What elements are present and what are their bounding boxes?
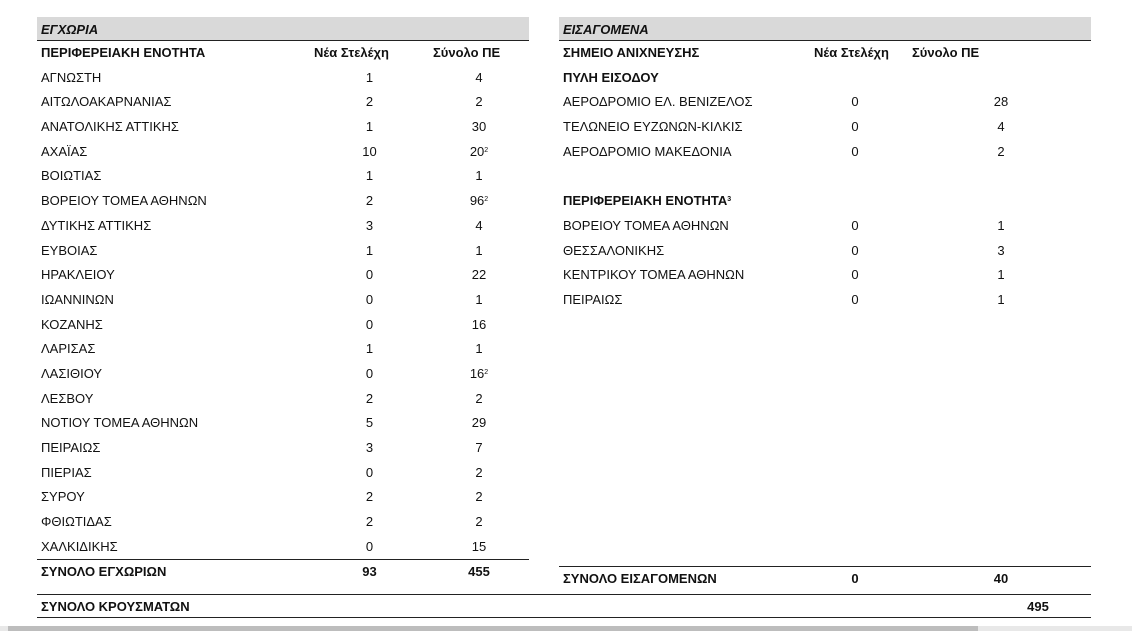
table-row xyxy=(37,263,529,288)
table-row xyxy=(37,387,529,412)
row-total xyxy=(455,115,503,140)
imported-header-total: Σύνολο ΠΕ xyxy=(912,45,980,60)
row-name: ΒΟΡΕΙΟΥ ΤΟΜΕΑ ΑΘΗΝΩΝ xyxy=(41,193,207,209)
row-total-note: 2 xyxy=(484,196,489,204)
row-total-value: 22 xyxy=(471,267,487,283)
row-new: 1 xyxy=(365,168,374,184)
row-total-value: 1 xyxy=(475,242,483,258)
table-row xyxy=(559,263,1091,288)
row-name: ΠΕΙΡΑΙΩΣ xyxy=(41,440,101,455)
imported-header-row xyxy=(559,41,1091,66)
row-total xyxy=(455,288,503,313)
table-row xyxy=(37,66,529,91)
row-new: 1 xyxy=(365,341,374,357)
imported-table xyxy=(559,17,1091,313)
row-new: 0 xyxy=(365,316,374,332)
table-row xyxy=(559,115,1091,140)
row-new: 0 xyxy=(365,291,374,307)
row-total-value: 16 xyxy=(469,365,485,381)
section-title xyxy=(559,66,1091,91)
row-total xyxy=(455,90,503,115)
row-total-value: 2 xyxy=(475,464,483,480)
row-new: 0 xyxy=(365,538,374,554)
row-new: 1 xyxy=(365,69,374,85)
scrollbar-thumb[interactable] xyxy=(8,626,978,631)
row-new: 0 xyxy=(851,119,859,135)
imported-summary-new: 0 xyxy=(851,571,859,587)
row-name: ΚΟΖΑΝΗΣ xyxy=(41,316,103,332)
row-total: 3 xyxy=(997,242,1005,258)
domestic-header-row xyxy=(37,41,529,66)
table-row xyxy=(37,239,529,264)
table-row xyxy=(37,313,529,338)
section-title-text xyxy=(563,66,659,91)
section-spacer xyxy=(559,164,1091,189)
section-title-label: ΠΥΛΗ ΕΙΣΟΔΟΥ xyxy=(563,69,659,85)
row-total xyxy=(455,239,503,264)
row-name: ΑΝΑΤΟΛΙΚΗΣ ΑΤΤΙΚΗΣ xyxy=(41,119,179,135)
domestic-summary-label: ΣΥΝΟΛΟ ΕΓΧΩΡΙΩΝ xyxy=(41,564,167,580)
table-row xyxy=(37,485,529,510)
row-new: 0 xyxy=(851,143,859,159)
imported-summary-row xyxy=(559,566,1091,592)
domestic-summary-new: 93 xyxy=(362,564,377,580)
row-name: ΠΕΙΡΑΙΩΣ xyxy=(563,291,623,307)
row-total xyxy=(455,164,503,189)
row-name: ΑΕΡΟΔΡΟΜΙΟ ΕΛ. ΒΕΝΙΖΕΛΟΣ xyxy=(563,94,753,110)
row-name: ΗΡΑΚΛΕΙΟΥ xyxy=(41,267,115,283)
row-new: 2 xyxy=(365,390,374,406)
table-row xyxy=(37,164,529,189)
row-new: 1 xyxy=(365,242,374,258)
row-total-value: 1 xyxy=(475,291,483,307)
row-total-value: 4 xyxy=(475,217,483,233)
table-row xyxy=(37,510,529,535)
table-row xyxy=(559,288,1091,313)
table-row xyxy=(37,214,529,239)
row-total-value: 2 xyxy=(475,489,483,505)
row-name: ΧΑΛΚΙΔΙΚΗΣ xyxy=(41,538,118,554)
row-name: ΑΧΑΪΑΣ xyxy=(41,143,88,159)
row-total xyxy=(455,362,503,387)
imported-summary-label: ΣΥΝΟΛΟ ΕΙΣΑΓΟΜΕΝΩΝ xyxy=(563,571,717,587)
domestic-table xyxy=(37,17,529,585)
row-name: ΙΩΑΝΝΙΝΩΝ xyxy=(41,291,114,307)
table-row xyxy=(37,115,529,140)
row-name: ΛΕΣΒΟΥ xyxy=(41,390,94,406)
row-new: 0 xyxy=(851,242,859,258)
table-row xyxy=(37,535,529,560)
row-new: 0 xyxy=(365,267,374,283)
row-total: 2 xyxy=(997,143,1005,159)
row-new: 2 xyxy=(365,514,374,530)
row-total xyxy=(455,485,503,510)
row-new: 0 xyxy=(851,217,859,233)
row-total xyxy=(455,387,503,412)
row-total xyxy=(455,189,503,214)
row-new: 0 xyxy=(365,464,374,480)
row-total-value: 1 xyxy=(475,168,483,184)
domestic-rows xyxy=(37,66,529,560)
row-total-value: 4 xyxy=(475,69,483,85)
row-new: 1 xyxy=(365,119,374,135)
imported-title: ΕΙΣΑΓΟΜΕΝΑ xyxy=(559,17,1091,41)
row-total-value: 2 xyxy=(475,94,483,110)
row-total-value: 20 xyxy=(469,143,485,159)
table-row xyxy=(37,140,529,165)
row-new: 3 xyxy=(365,217,374,233)
row-name: ΛΑΡΙΣΑΣ xyxy=(41,341,96,357)
row-total: 1 xyxy=(997,267,1005,283)
row-total-value: 96 xyxy=(469,193,485,209)
row-new: 0 xyxy=(851,94,859,110)
row-name: ΒΟΙΩΤΙΑΣ xyxy=(41,168,102,184)
grand-total-value: 495 xyxy=(1027,599,1049,614)
row-total-note: 2 xyxy=(484,368,489,376)
row-new: 0 xyxy=(851,291,859,307)
domestic-title: ΕΓΧΩΡΙΑ xyxy=(37,17,529,41)
row-total xyxy=(455,214,503,239)
row-new: 0 xyxy=(851,267,859,283)
row-total xyxy=(455,510,503,535)
grand-total-label: ΣΥΝΟΛΟ ΚΡΟΥΣΜΑΤΩΝ xyxy=(41,599,190,614)
row-name: ΕΥΒΟΙΑΣ xyxy=(41,242,98,258)
row-total xyxy=(455,313,503,338)
domestic-summary-row xyxy=(37,559,529,585)
row-total xyxy=(455,436,503,461)
imported-header-name: ΣΗΜΕΙΟ ΑΝΙΧΝΕΥΣΗΣ xyxy=(563,45,700,60)
table-row xyxy=(37,189,529,214)
row-total-value: 16 xyxy=(471,316,487,332)
imported-header-new: Νέα Στελέχη xyxy=(814,45,889,60)
row-new: 3 xyxy=(365,440,374,455)
section-title xyxy=(559,189,1091,214)
domestic-header-name: ΠΕΡΙΦΕΡΕΙΑΚΗ ΕΝΟΤΗΤΑ xyxy=(41,45,206,60)
row-name: ΚΕΝΤΡΙΚΟΥ ΤΟΜΕΑ ΑΘΗΝΩΝ xyxy=(563,267,745,283)
section-title-text xyxy=(563,189,731,214)
row-name: ΠΙΕΡΙΑΣ xyxy=(41,464,92,480)
row-name: ΤΕΛΩΝΕΙΟ ΕΥΖΩΝΩΝ-ΚΙΛΚΙΣ xyxy=(563,119,743,135)
table-row xyxy=(559,140,1091,165)
row-total-value: 7 xyxy=(475,440,483,455)
imported-summary-wrap xyxy=(559,566,1091,592)
imported-summary-total: 40 xyxy=(993,571,1009,587)
table-row xyxy=(37,362,529,387)
row-total-note: 2 xyxy=(484,146,489,154)
row-new: 2 xyxy=(365,193,374,209)
grand-total-row xyxy=(37,594,1091,618)
row-total-value: 29 xyxy=(471,415,487,431)
table-row xyxy=(559,239,1091,264)
row-new: 5 xyxy=(365,415,374,431)
row-total-value: 2 xyxy=(475,514,483,530)
row-name: ΑΙΤΩΛΟΑΚΑΡΝΑΝΙΑΣ xyxy=(41,94,172,110)
table-row xyxy=(559,214,1091,239)
row-total-value: 15 xyxy=(471,538,487,554)
row-name: ΒΟΡΕΙΟΥ ΤΟΜΕΑ ΑΘΗΝΩΝ xyxy=(563,217,729,233)
row-name: ΣΥΡΟΥ xyxy=(41,489,85,505)
row-total xyxy=(455,66,503,91)
row-total xyxy=(455,461,503,486)
domestic-summary-total: 455 xyxy=(468,564,490,580)
table-row xyxy=(37,288,529,313)
row-name: ΘΕΣΣΑΛΟΝΙΚΗΣ xyxy=(563,242,665,258)
row-new: 10 xyxy=(362,143,377,159)
row-total: 28 xyxy=(993,94,1009,110)
row-total-value: 2 xyxy=(475,390,483,406)
section-title-note: 3 xyxy=(727,196,732,204)
section-title-label: ΠΕΡΙΦΕΡΕΙΑΚΗ ΕΝΟΤΗΤΑ xyxy=(563,193,728,209)
row-total xyxy=(455,140,503,165)
domestic-header-total: Σύνολο ΠΕ xyxy=(433,45,501,60)
row-total: 4 xyxy=(997,119,1005,135)
row-name: ΛΑΣΙΘΙΟΥ xyxy=(41,365,103,381)
row-total xyxy=(455,337,503,362)
row-new: 2 xyxy=(365,94,374,110)
row-new: 0 xyxy=(365,365,374,381)
domestic-header-new: Νέα Στελέχη xyxy=(314,45,389,60)
table-row xyxy=(559,90,1091,115)
row-total xyxy=(455,535,503,560)
row-name: ΑΓΝΩΣΤΗ xyxy=(41,69,102,85)
row-total: 1 xyxy=(997,217,1005,233)
table-row xyxy=(37,90,529,115)
row-name: ΦΘΙΩΤΙΔΑΣ xyxy=(41,514,112,530)
row-name: ΝΟΤΙΟΥ ΤΟΜΕΑ ΑΘΗΝΩΝ xyxy=(41,415,199,431)
table-row xyxy=(37,461,529,486)
row-name: ΑΕΡΟΔΡΟΜΙΟ ΜΑΚΕΔΟΝΙΑ xyxy=(563,143,732,159)
row-name: ΔΥΤΙΚΗΣ ΑΤΤΙΚΗΣ xyxy=(41,217,152,233)
row-total-value: 1 xyxy=(475,341,483,357)
horizontal-scrollbar[interactable] xyxy=(0,626,1132,631)
table-row xyxy=(37,337,529,362)
row-new: 2 xyxy=(365,489,374,505)
table-row xyxy=(37,436,529,461)
imported-rows xyxy=(559,66,1091,313)
row-total-value: 30 xyxy=(471,119,487,135)
row-total: 1 xyxy=(997,291,1005,307)
row-total xyxy=(455,411,503,436)
table-row xyxy=(37,411,529,436)
row-total xyxy=(455,263,503,288)
